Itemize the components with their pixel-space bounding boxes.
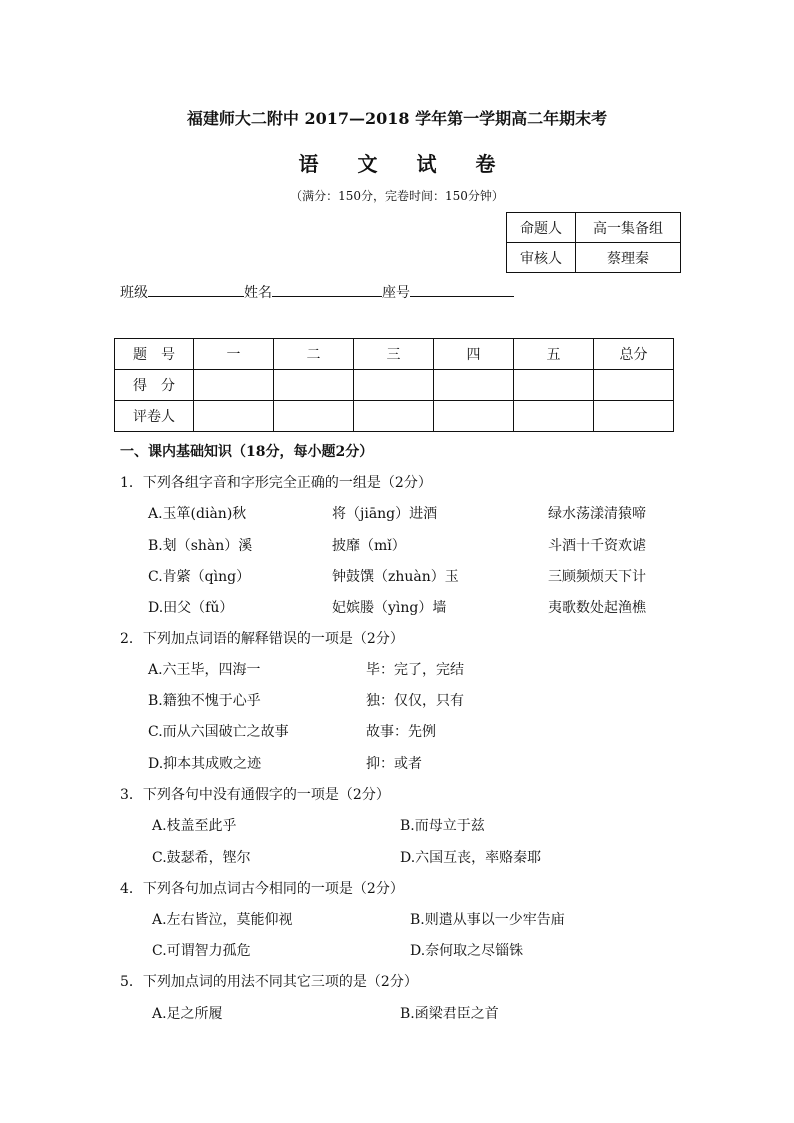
score-header-cell: 题 号 <box>115 339 194 370</box>
score-header-cell: 三 <box>354 339 434 370</box>
seat-label: 座号 <box>382 285 410 301</box>
option-text: B.函梁君臣之首 <box>400 1006 499 1022</box>
seat-blank[interactable] <box>410 282 514 297</box>
option-text: C.鼓瑟希，铿尔 <box>152 850 251 866</box>
option-text: 抑：或者 <box>366 756 422 772</box>
score-header-cell: 二 <box>274 339 354 370</box>
option-text: D.田父（fǔ） <box>148 600 234 616</box>
score-cell[interactable] <box>274 370 354 401</box>
grader-cell[interactable] <box>434 401 514 432</box>
score-header-cell: 五 <box>514 339 594 370</box>
exam-title: 语 文 试 卷 <box>298 152 512 176</box>
name-blank[interactable] <box>272 282 382 297</box>
name-label: 姓名 <box>244 285 272 301</box>
score-header-row <box>115 339 674 370</box>
student-info-line <box>120 282 514 302</box>
option-text: D.抑本其成败之迹 <box>148 756 262 772</box>
question-stem: 3．下列各句中没有通假字的一项是（2分） <box>120 787 390 803</box>
option-text: 独：仅仅，只有 <box>366 693 464 709</box>
option-text: D.六国互丧，率赂秦耶 <box>400 850 542 866</box>
question-stem: 4．下列各句加点词古今相同的一项是（2分） <box>120 881 404 897</box>
score-cell[interactable] <box>434 370 514 401</box>
score-cell[interactable] <box>354 370 434 401</box>
question-stem: 5．下列加点词的用法不同其它三项的是（2分） <box>120 974 418 990</box>
reviewer-key: 审核人 <box>507 243 576 273</box>
score-header-cell: 总分 <box>594 339 674 370</box>
grader-cell[interactable] <box>274 401 354 432</box>
reviewer-row <box>507 243 681 273</box>
option-text: C.而从六国破亡之故事 <box>148 724 289 740</box>
score-header-cell: 四 <box>434 339 514 370</box>
grader-cell[interactable] <box>514 401 594 432</box>
option-text: C.可谓智力孤危 <box>152 943 251 959</box>
option-text: B.刬（shàn）溪 <box>148 538 253 554</box>
option-text: A.六王毕，四海一 <box>148 662 261 678</box>
option-text: 夷歌数处起渔樵 <box>548 600 646 616</box>
class-blank[interactable] <box>148 282 244 297</box>
grader-cell[interactable] <box>594 401 674 432</box>
question-stem: 2．下列加点词语的解释错误的一项是（2分） <box>120 631 404 647</box>
question-stem: 1．下列各组字音和字形完全正确的一组是（2分） <box>120 475 432 491</box>
setter-table <box>506 212 681 273</box>
setter-value: 高一集备组 <box>576 213 681 243</box>
score-cell[interactable] <box>194 370 274 401</box>
grader-cell[interactable] <box>354 401 434 432</box>
option-text: A.枝盖至此乎 <box>152 818 237 834</box>
reviewer-value: 蔡理秦 <box>576 243 681 273</box>
setter-key: 命题人 <box>507 213 576 243</box>
option-text: 披靡（mǐ） <box>332 538 406 554</box>
setter-row <box>507 213 681 243</box>
exam-info: （满分：150分，完卷时间：150分钟） <box>290 189 504 203</box>
class-label: 班级 <box>120 285 148 301</box>
option-text: C.肯綮（qìng） <box>148 569 251 585</box>
score-table <box>114 338 674 432</box>
option-text: 妃嫔媵（yìng）墙 <box>332 600 447 616</box>
score-row-label: 得 分 <box>115 370 194 401</box>
option-text: 毕：完了，完结 <box>366 662 464 678</box>
option-text: 斗酒十千资欢谑 <box>548 538 646 554</box>
option-text: A.玉箪(diàn)秋 <box>148 506 247 522</box>
option-text: A.足之所履 <box>152 1006 223 1022</box>
grader-row-label: 评卷人 <box>115 401 194 432</box>
option-text: 三顾频烦天下计 <box>548 569 646 585</box>
score-row <box>115 370 674 401</box>
option-text: 钟鼓馔（zhuàn）玉 <box>332 569 459 585</box>
score-header-cell: 一 <box>194 339 274 370</box>
school-title: 福建师大二附中 2017—2018 学年第一学期高二年期末考 <box>186 109 608 128</box>
section-heading: 一、课内基础知识（18分，每小题2分） <box>120 444 374 460</box>
option-text: B.籍独不愧于心乎 <box>148 693 261 709</box>
option-text: 将（jiāng）进酒 <box>332 506 438 522</box>
option-text: 故事：先例 <box>366 724 436 740</box>
option-text: 绿水荡漾清猿啼 <box>548 506 646 522</box>
option-text: A.左右皆泣，莫能仰视 <box>152 912 293 928</box>
grader-row <box>115 401 674 432</box>
score-cell[interactable] <box>514 370 594 401</box>
option-text: B.而母立于兹 <box>400 818 485 834</box>
score-cell[interactable] <box>594 370 674 401</box>
grader-cell[interactable] <box>194 401 274 432</box>
option-text: D.奈何取之尽锱铢 <box>410 943 524 959</box>
option-text: B.则遣从事以一少牢告庙 <box>410 912 565 928</box>
